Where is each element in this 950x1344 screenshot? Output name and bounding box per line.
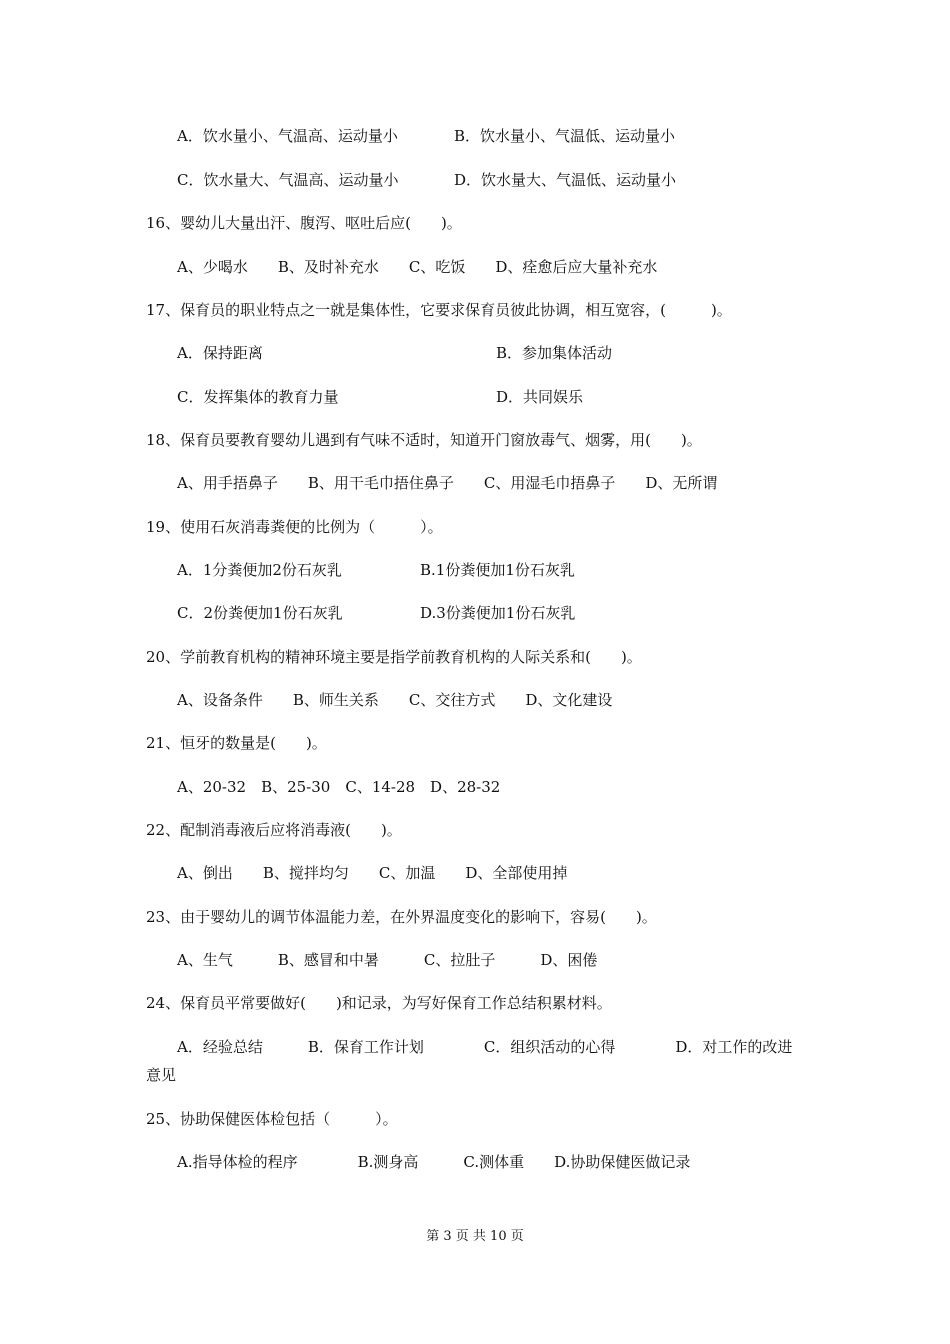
q20-options: A、设备条件 B、师生关系 C、交往方式 D、文化建设 [177,691,613,709]
q21-options: A、20-32 B、25-30 C、14-28 D、28-32 [177,778,501,796]
q24-options: A．经验总结 B．保育工作计划 C．组织活动的心得 D．对工作的改进 [177,1038,793,1056]
q24-options-continued: 意见 [146,1066,177,1084]
q15-option-a: A．饮水量小、气温高、运动量小 [177,127,398,145]
q21-stem: 21、恒牙的数量是( )。 [146,734,327,752]
q18-stem: 18、保育员要教育婴幼儿遇到有气味不适时，知道开门窗放毒气、烟雾，用( )。 [146,431,702,449]
q19-stem: 19、使用石灰消毒粪便的比例为（ ）。 [146,518,443,536]
q15-option-c: C．饮水量大、气温高、运动量小 [177,171,399,189]
q19-option-d: D.3份粪便加1份石灰乳 [420,604,576,622]
q15-option-d: D．饮水量大、气温低、运动量小 [454,171,677,189]
q17-option-b: B．参加集体活动 [496,344,613,362]
q17-option-c: C．发挥集体的教育力量 [177,388,339,406]
q25-options: A.指导体检的程序 B.测身高 C.测体重 D.协助保健医做记录 [177,1153,691,1171]
q15-option-b: B．饮水量小、气温低、运动量小 [454,127,676,145]
q25-stem: 25、协助保健医体检包括（ ）。 [146,1110,398,1128]
q23-stem: 23、由于婴幼儿的调节体温能力差，在外界温度变化的影响下，容易( )。 [146,908,657,926]
q19-option-c: C．2份粪便加1份石灰乳 [177,604,343,622]
q16-options: A、少喝水 B、及时补充水 C、吃饭 D、痊愈后应大量补充水 [177,258,658,276]
q17-option-a: A．保持距离 [177,344,263,362]
q22-options: A、倒出 B、搅拌均匀 C、加温 D、全部使用掉 [177,864,568,882]
q22-stem: 22、配制消毒液后应将消毒液( )。 [146,821,402,839]
q23-options: A、生气 B、感冒和中暑 C、拉肚子 D、困倦 [177,951,598,969]
page-number-footer: 第 3 页 共 10 页 [426,1229,524,1244]
q24-stem: 24、保育员平常要做好( )和记录，为写好保育工作总结积累材料。 [146,994,612,1012]
q18-options: A、用手捂鼻子 B、用干毛巾捂住鼻子 C、用湿毛巾捂鼻子 D、无所谓 [177,474,718,492]
q16-stem: 16、婴幼儿大量出汗、腹泻、呕吐后应( )。 [146,214,462,232]
q19-option-a: A．1分粪便加2份石灰乳 [177,561,342,579]
q17-option-d: D．共同娱乐 [496,388,584,406]
q20-stem: 20、学前教育机构的精神环境主要是指学前教育机构的人际关系和( )。 [146,648,642,666]
q19-option-b: B.1份粪便加1份石灰乳 [420,561,575,579]
q17-stem: 17、保育员的职业特点之一就是集体性，它要求保育员彼此协调，相互宽容，( )。 [146,301,732,319]
